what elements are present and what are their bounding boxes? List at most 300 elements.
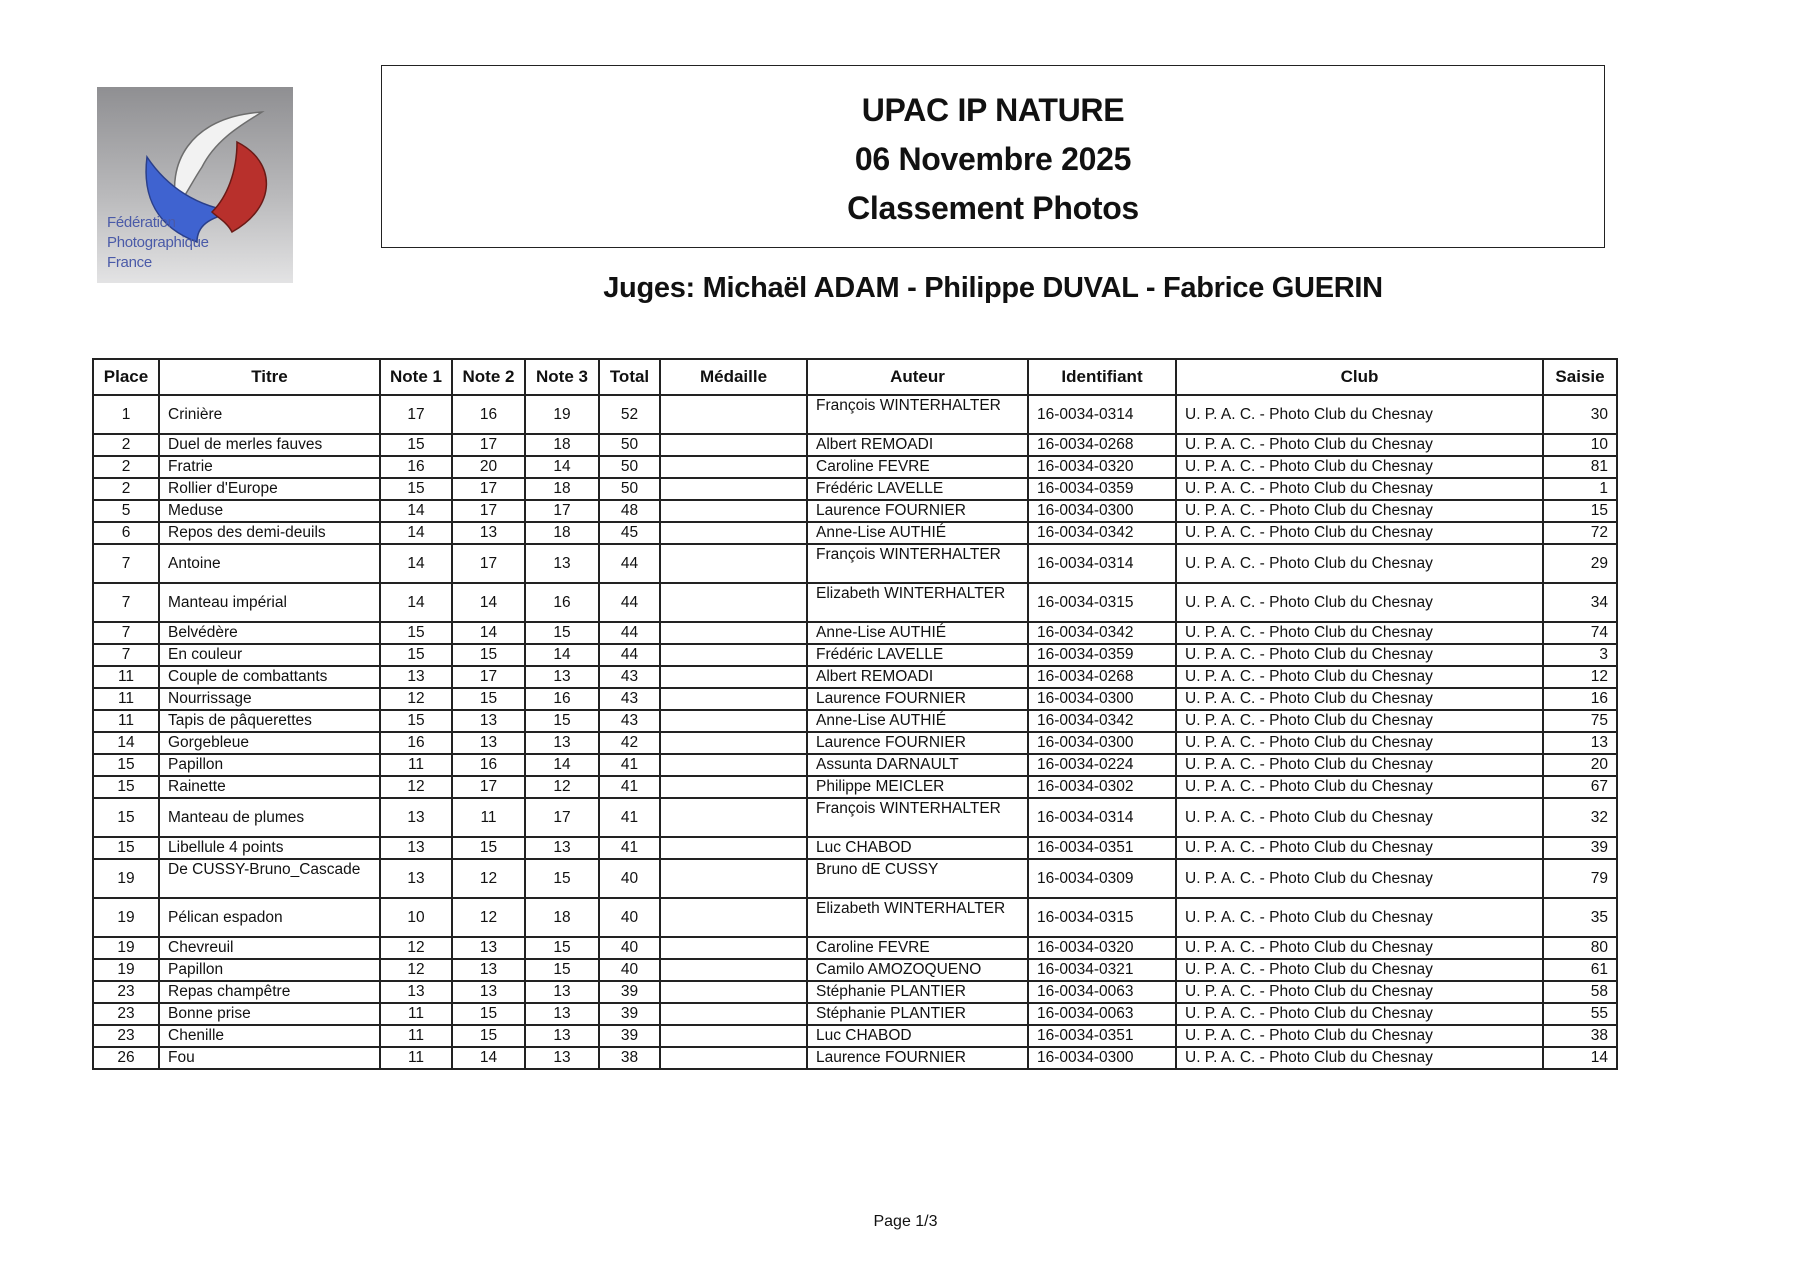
table-body bbox=[93, 395, 1617, 1069]
cell-note2: 12 bbox=[452, 898, 525, 937]
cell-identifiant: 16-0034-0314 bbox=[1028, 798, 1176, 837]
cell-club: U. P. A. C. - Photo Club du Chesnay bbox=[1176, 754, 1543, 776]
cell-medaille bbox=[660, 644, 807, 666]
cell-place: 2 bbox=[93, 456, 159, 478]
cell-note2: 16 bbox=[452, 754, 525, 776]
cell-note1: 14 bbox=[380, 522, 452, 544]
cell-note2: 13 bbox=[452, 732, 525, 754]
cell-total: 43 bbox=[599, 688, 660, 710]
cell-saisie: 38 bbox=[1543, 1025, 1617, 1047]
table-row bbox=[93, 500, 1617, 522]
cell-note3: 18 bbox=[525, 478, 599, 500]
cell-identifiant: 16-0034-0351 bbox=[1028, 837, 1176, 859]
cell-note2: 15 bbox=[452, 1003, 525, 1025]
cell-note2: 11 bbox=[452, 798, 525, 837]
cell-identifiant: 16-0034-0309 bbox=[1028, 859, 1176, 898]
page-number: Page 1/3 bbox=[873, 1213, 938, 1230]
cell-medaille bbox=[660, 500, 807, 522]
cell-titre: Fratrie bbox=[159, 456, 380, 478]
table-row bbox=[93, 544, 1617, 583]
cell-auteur: Laurence FOURNIER bbox=[807, 1047, 1028, 1069]
cell-place: 19 bbox=[93, 898, 159, 937]
cell-place: 23 bbox=[93, 1025, 159, 1047]
col-header-note3: Note 3 bbox=[525, 359, 599, 395]
cell-place: 7 bbox=[93, 622, 159, 644]
cell-total: 44 bbox=[599, 583, 660, 622]
cell-note1: 13 bbox=[380, 666, 452, 688]
cell-note2: 13 bbox=[452, 959, 525, 981]
col-header-place: Place bbox=[93, 359, 159, 395]
cell-saisie: 3 bbox=[1543, 644, 1617, 666]
cell-place: 11 bbox=[93, 666, 159, 688]
table-row bbox=[93, 981, 1617, 1003]
cell-note2: 15 bbox=[452, 1025, 525, 1047]
cell-note3: 13 bbox=[525, 1025, 599, 1047]
cell-saisie: 80 bbox=[1543, 937, 1617, 959]
cell-note1: 15 bbox=[380, 710, 452, 732]
cell-medaille bbox=[660, 544, 807, 583]
cell-note2: 13 bbox=[452, 710, 525, 732]
cell-titre: Chevreuil bbox=[159, 937, 380, 959]
cell-club: U. P. A. C. - Photo Club du Chesnay bbox=[1176, 583, 1543, 622]
cell-auteur: Laurence FOURNIER bbox=[807, 732, 1028, 754]
cell-note2: 14 bbox=[452, 1047, 525, 1069]
table-row bbox=[93, 798, 1617, 837]
cell-total: 50 bbox=[599, 434, 660, 456]
cell-note2: 15 bbox=[452, 644, 525, 666]
cell-note1: 12 bbox=[380, 776, 452, 798]
cell-note3: 13 bbox=[525, 837, 599, 859]
cell-place: 11 bbox=[93, 710, 159, 732]
cell-identifiant: 16-0034-0359 bbox=[1028, 644, 1176, 666]
cell-club: U. P. A. C. - Photo Club du Chesnay bbox=[1176, 837, 1543, 859]
cell-identifiant: 16-0034-0300 bbox=[1028, 1047, 1176, 1069]
cell-medaille bbox=[660, 837, 807, 859]
cell-medaille bbox=[660, 959, 807, 981]
table-row bbox=[93, 859, 1617, 898]
cell-saisie: 20 bbox=[1543, 754, 1617, 776]
cell-note1: 11 bbox=[380, 1047, 452, 1069]
cell-club: U. P. A. C. - Photo Club du Chesnay bbox=[1176, 898, 1543, 937]
cell-note1: 17 bbox=[380, 395, 452, 434]
cell-auteur: François WINTERHALTER bbox=[807, 798, 1028, 837]
cell-identifiant: 16-0034-0351 bbox=[1028, 1025, 1176, 1047]
cell-note3: 15 bbox=[525, 959, 599, 981]
cell-total: 39 bbox=[599, 981, 660, 1003]
cell-medaille bbox=[660, 776, 807, 798]
cell-auteur: Albert REMOADI bbox=[807, 666, 1028, 688]
table-row bbox=[93, 666, 1617, 688]
cell-medaille bbox=[660, 937, 807, 959]
cell-total: 38 bbox=[599, 1047, 660, 1069]
col-header-note2: Note 2 bbox=[452, 359, 525, 395]
cell-auteur: François WINTERHALTER bbox=[807, 544, 1028, 583]
cell-identifiant: 16-0034-0315 bbox=[1028, 898, 1176, 937]
cell-note3: 16 bbox=[525, 583, 599, 622]
cell-auteur: Albert REMOADI bbox=[807, 434, 1028, 456]
cell-auteur: Stéphanie PLANTIER bbox=[807, 981, 1028, 1003]
cell-note3: 18 bbox=[525, 898, 599, 937]
cell-saisie: 12 bbox=[1543, 666, 1617, 688]
cell-auteur: Anne-Lise AUTHIÉ bbox=[807, 622, 1028, 644]
cell-note3: 18 bbox=[525, 522, 599, 544]
table-row bbox=[93, 710, 1617, 732]
table-row bbox=[93, 732, 1617, 754]
cell-total: 44 bbox=[599, 544, 660, 583]
cell-medaille bbox=[660, 732, 807, 754]
event-date: 06 Novembre 2025 bbox=[854, 141, 1132, 177]
col-header-club: Club bbox=[1176, 359, 1543, 395]
cell-club: U. P. A. C. - Photo Club du Chesnay bbox=[1176, 1003, 1543, 1025]
cell-saisie: 29 bbox=[1543, 544, 1617, 583]
cell-identifiant: 16-0034-0314 bbox=[1028, 395, 1176, 434]
cell-place: 14 bbox=[93, 732, 159, 754]
cell-note2: 13 bbox=[452, 981, 525, 1003]
cell-medaille bbox=[660, 478, 807, 500]
cell-note2: 17 bbox=[452, 544, 525, 583]
cell-titre: Gorgebleue bbox=[159, 732, 380, 754]
cell-titre: Repos des demi-deuils bbox=[159, 522, 380, 544]
cell-titre: Nourrissage bbox=[159, 688, 380, 710]
cell-saisie: 1 bbox=[1543, 478, 1617, 500]
cell-saisie: 14 bbox=[1543, 1047, 1617, 1069]
cell-note1: 13 bbox=[380, 859, 452, 898]
cell-place: 11 bbox=[93, 688, 159, 710]
cell-total: 40 bbox=[599, 859, 660, 898]
cell-identifiant: 16-0034-0320 bbox=[1028, 456, 1176, 478]
col-header-identifiant: Identifiant bbox=[1028, 359, 1176, 395]
cell-club: U. P. A. C. - Photo Club du Chesnay bbox=[1176, 1047, 1543, 1069]
judges-line: Juges: Michaël ADAM - Philippe DUVAL - Fabrice GUERIN bbox=[603, 272, 1383, 304]
cell-note3: 14 bbox=[525, 754, 599, 776]
cell-place: 5 bbox=[93, 500, 159, 522]
cell-note2: 14 bbox=[452, 622, 525, 644]
cell-note1: 12 bbox=[380, 688, 452, 710]
cell-titre: Rollier d'Europe bbox=[159, 478, 380, 500]
table-row bbox=[93, 1025, 1617, 1047]
cell-club: U. P. A. C. - Photo Club du Chesnay bbox=[1176, 776, 1543, 798]
cell-saisie: 15 bbox=[1543, 500, 1617, 522]
cell-saisie: 32 bbox=[1543, 798, 1617, 837]
cell-identifiant: 16-0034-0321 bbox=[1028, 959, 1176, 981]
table-row bbox=[93, 478, 1617, 500]
cell-club: U. P. A. C. - Photo Club du Chesnay bbox=[1176, 478, 1543, 500]
cell-auteur: Stéphanie PLANTIER bbox=[807, 1003, 1028, 1025]
cell-medaille bbox=[660, 583, 807, 622]
cell-identifiant: 16-0034-0320 bbox=[1028, 937, 1176, 959]
cell-place: 19 bbox=[93, 859, 159, 898]
cell-note3: 13 bbox=[525, 981, 599, 1003]
cell-club: U. P. A. C. - Photo Club du Chesnay bbox=[1176, 688, 1543, 710]
cell-note3: 15 bbox=[525, 859, 599, 898]
cell-club: U. P. A. C. - Photo Club du Chesnay bbox=[1176, 937, 1543, 959]
cell-medaille bbox=[660, 1047, 807, 1069]
cell-club: U. P. A. C. - Photo Club du Chesnay bbox=[1176, 544, 1543, 583]
cell-total: 42 bbox=[599, 732, 660, 754]
cell-titre: Repas champêtre bbox=[159, 981, 380, 1003]
cell-titre: Chenille bbox=[159, 1025, 380, 1047]
cell-note1: 15 bbox=[380, 622, 452, 644]
cell-place: 7 bbox=[93, 644, 159, 666]
cell-medaille bbox=[660, 395, 807, 434]
cell-titre: Meduse bbox=[159, 500, 380, 522]
cell-titre: Couple de combattants bbox=[159, 666, 380, 688]
cell-auteur: Bruno dE CUSSY bbox=[807, 859, 1028, 898]
cell-medaille bbox=[660, 754, 807, 776]
cell-saisie: 58 bbox=[1543, 981, 1617, 1003]
cell-place: 15 bbox=[93, 776, 159, 798]
cell-titre: Papillon bbox=[159, 959, 380, 981]
cell-club: U. P. A. C. - Photo Club du Chesnay bbox=[1176, 395, 1543, 434]
cell-note2: 14 bbox=[452, 583, 525, 622]
cell-saisie: 72 bbox=[1543, 522, 1617, 544]
cell-auteur: François WINTERHALTER bbox=[807, 395, 1028, 434]
cell-note3: 18 bbox=[525, 434, 599, 456]
cell-note2: 13 bbox=[452, 522, 525, 544]
cell-titre: Libellule 4 points bbox=[159, 837, 380, 859]
cell-total: 50 bbox=[599, 456, 660, 478]
cell-note1: 15 bbox=[380, 434, 452, 456]
cell-note2: 17 bbox=[452, 500, 525, 522]
col-header-total: Total bbox=[599, 359, 660, 395]
table-row bbox=[93, 456, 1617, 478]
logo-text-france: France bbox=[107, 254, 152, 271]
cell-total: 39 bbox=[599, 1003, 660, 1025]
cell-identifiant: 16-0034-0300 bbox=[1028, 500, 1176, 522]
cell-place: 26 bbox=[93, 1047, 159, 1069]
cell-medaille bbox=[660, 688, 807, 710]
cell-saisie: 10 bbox=[1543, 434, 1617, 456]
cell-note1: 13 bbox=[380, 981, 452, 1003]
cell-total: 39 bbox=[599, 1025, 660, 1047]
cell-saisie: 79 bbox=[1543, 859, 1617, 898]
table-row bbox=[93, 688, 1617, 710]
cell-identifiant: 16-0034-0314 bbox=[1028, 544, 1176, 583]
cell-saisie: 16 bbox=[1543, 688, 1617, 710]
cell-titre: Bonne prise bbox=[159, 1003, 380, 1025]
cell-note3: 14 bbox=[525, 456, 599, 478]
cell-identifiant: 16-0034-0342 bbox=[1028, 622, 1176, 644]
table-row bbox=[93, 644, 1617, 666]
results-table bbox=[92, 358, 1618, 1070]
table-row bbox=[93, 776, 1617, 798]
cell-total: 41 bbox=[599, 798, 660, 837]
fpf-logo bbox=[97, 87, 293, 283]
table-row bbox=[93, 837, 1617, 859]
cell-note3: 13 bbox=[525, 732, 599, 754]
cell-note3: 17 bbox=[525, 500, 599, 522]
cell-total: 40 bbox=[599, 937, 660, 959]
cell-note3: 17 bbox=[525, 798, 599, 837]
cell-titre: Pélican espadon bbox=[159, 898, 380, 937]
cell-place: 15 bbox=[93, 798, 159, 837]
cell-note1: 10 bbox=[380, 898, 452, 937]
cell-identifiant: 16-0034-0268 bbox=[1028, 666, 1176, 688]
cell-medaille bbox=[660, 798, 807, 837]
table-row bbox=[93, 522, 1617, 544]
cell-note3: 14 bbox=[525, 644, 599, 666]
cell-place: 6 bbox=[93, 522, 159, 544]
cell-note3: 19 bbox=[525, 395, 599, 434]
cell-club: U. P. A. C. - Photo Club du Chesnay bbox=[1176, 644, 1543, 666]
col-header-titre: Titre bbox=[159, 359, 380, 395]
col-header-auteur: Auteur bbox=[807, 359, 1028, 395]
cell-note1: 14 bbox=[380, 500, 452, 522]
cell-note1: 11 bbox=[380, 1025, 452, 1047]
cell-place: 2 bbox=[93, 434, 159, 456]
cell-place: 15 bbox=[93, 837, 159, 859]
logo-red-blade bbox=[212, 142, 266, 232]
cell-auteur: Elizabeth WINTERHALTER bbox=[807, 898, 1028, 937]
cell-note3: 13 bbox=[525, 544, 599, 583]
cell-note2: 17 bbox=[452, 666, 525, 688]
cell-club: U. P. A. C. - Photo Club du Chesnay bbox=[1176, 1025, 1543, 1047]
cell-auteur: Philippe MEICLER bbox=[807, 776, 1028, 798]
cell-club: U. P. A. C. - Photo Club du Chesnay bbox=[1176, 434, 1543, 456]
cell-medaille bbox=[660, 622, 807, 644]
cell-club: U. P. A. C. - Photo Club du Chesnay bbox=[1176, 732, 1543, 754]
cell-note2: 17 bbox=[452, 434, 525, 456]
cell-auteur: Elizabeth WINTERHALTER bbox=[807, 583, 1028, 622]
col-header-medaille: Médaille bbox=[660, 359, 807, 395]
cell-identifiant: 16-0034-0063 bbox=[1028, 981, 1176, 1003]
cell-auteur: Camilo AMOZOQUENO bbox=[807, 959, 1028, 981]
table-header-row bbox=[93, 359, 1617, 395]
cell-titre: En couleur bbox=[159, 644, 380, 666]
cell-note3: 16 bbox=[525, 688, 599, 710]
cell-club: U. P. A. C. - Photo Club du Chesnay bbox=[1176, 859, 1543, 898]
cell-club: U. P. A. C. - Photo Club du Chesnay bbox=[1176, 798, 1543, 837]
cell-titre: Belvédère bbox=[159, 622, 380, 644]
cell-note2: 17 bbox=[452, 776, 525, 798]
cell-total: 48 bbox=[599, 500, 660, 522]
cell-note1: 11 bbox=[380, 754, 452, 776]
cell-identifiant: 16-0034-0268 bbox=[1028, 434, 1176, 456]
cell-auteur: Laurence FOURNIER bbox=[807, 500, 1028, 522]
cell-note1: 11 bbox=[380, 1003, 452, 1025]
cell-identifiant: 16-0034-0300 bbox=[1028, 688, 1176, 710]
cell-auteur: Luc CHABOD bbox=[807, 1025, 1028, 1047]
cell-saisie: 13 bbox=[1543, 732, 1617, 754]
table-row bbox=[93, 622, 1617, 644]
title-box bbox=[381, 65, 1605, 248]
cell-saisie: 81 bbox=[1543, 456, 1617, 478]
cell-titre: Manteau impérial bbox=[159, 583, 380, 622]
cell-titre: Duel de merles fauves bbox=[159, 434, 380, 456]
cell-note2: 17 bbox=[452, 478, 525, 500]
cell-saisie: 67 bbox=[1543, 776, 1617, 798]
cell-club: U. P. A. C. - Photo Club du Chesnay bbox=[1176, 622, 1543, 644]
cell-saisie: 75 bbox=[1543, 710, 1617, 732]
cell-place: 19 bbox=[93, 937, 159, 959]
col-header-note1: Note 1 bbox=[380, 359, 452, 395]
cell-note1: 13 bbox=[380, 837, 452, 859]
cell-total: 41 bbox=[599, 754, 660, 776]
table-row bbox=[93, 937, 1617, 959]
cell-identifiant: 16-0034-0342 bbox=[1028, 522, 1176, 544]
document-title: Classement Photos bbox=[847, 190, 1139, 226]
cell-identifiant: 16-0034-0342 bbox=[1028, 710, 1176, 732]
cell-total: 41 bbox=[599, 837, 660, 859]
cell-titre: Rainette bbox=[159, 776, 380, 798]
cell-medaille bbox=[660, 710, 807, 732]
cell-identifiant: 16-0034-0359 bbox=[1028, 478, 1176, 500]
table-row bbox=[93, 754, 1617, 776]
cell-note3: 13 bbox=[525, 1003, 599, 1025]
cell-medaille bbox=[660, 456, 807, 478]
cell-note2: 13 bbox=[452, 937, 525, 959]
cell-note2: 15 bbox=[452, 837, 525, 859]
cell-medaille bbox=[660, 522, 807, 544]
cell-medaille bbox=[660, 898, 807, 937]
cell-place: 2 bbox=[93, 478, 159, 500]
cell-auteur: Laurence FOURNIER bbox=[807, 688, 1028, 710]
col-header-saisie: Saisie bbox=[1543, 359, 1617, 395]
cell-place: 7 bbox=[93, 544, 159, 583]
cell-identifiant: 16-0034-0302 bbox=[1028, 776, 1176, 798]
cell-club: U. P. A. C. - Photo Club du Chesnay bbox=[1176, 981, 1543, 1003]
cell-total: 50 bbox=[599, 478, 660, 500]
event-title: UPAC IP NATURE bbox=[861, 92, 1125, 128]
cell-auteur: Anne-Lise AUTHIÉ bbox=[807, 522, 1028, 544]
cell-total: 40 bbox=[599, 898, 660, 937]
cell-titre: Manteau de plumes bbox=[159, 798, 380, 837]
cell-titre: De CUSSY-Bruno_Cascade bbox=[159, 859, 380, 898]
table-row bbox=[93, 898, 1617, 937]
cell-place: 7 bbox=[93, 583, 159, 622]
cell-saisie: 55 bbox=[1543, 1003, 1617, 1025]
cell-note1: 16 bbox=[380, 732, 452, 754]
cell-note2: 15 bbox=[452, 688, 525, 710]
logo-text-federation: Fédération bbox=[107, 214, 176, 231]
cell-saisie: 34 bbox=[1543, 583, 1617, 622]
cell-identifiant: 16-0034-0315 bbox=[1028, 583, 1176, 622]
cell-total: 44 bbox=[599, 622, 660, 644]
cell-medaille bbox=[660, 666, 807, 688]
cell-club: U. P. A. C. - Photo Club du Chesnay bbox=[1176, 666, 1543, 688]
cell-saisie: 61 bbox=[1543, 959, 1617, 981]
table-row bbox=[93, 434, 1617, 456]
cell-titre: Antoine bbox=[159, 544, 380, 583]
cell-medaille bbox=[660, 981, 807, 1003]
cell-note2: 12 bbox=[452, 859, 525, 898]
cell-note1: 12 bbox=[380, 937, 452, 959]
cell-place: 15 bbox=[93, 754, 159, 776]
table-row bbox=[93, 583, 1617, 622]
cell-saisie: 30 bbox=[1543, 395, 1617, 434]
table-row bbox=[93, 1047, 1617, 1069]
cell-club: U. P. A. C. - Photo Club du Chesnay bbox=[1176, 959, 1543, 981]
cell-total: 45 bbox=[599, 522, 660, 544]
cell-total: 41 bbox=[599, 776, 660, 798]
cell-auteur: Caroline FEVRE bbox=[807, 937, 1028, 959]
cell-note3: 13 bbox=[525, 666, 599, 688]
cell-auteur: Frédéric LAVELLE bbox=[807, 644, 1028, 666]
cell-note1: 15 bbox=[380, 644, 452, 666]
cell-titre: Fou bbox=[159, 1047, 380, 1069]
cell-note1: 12 bbox=[380, 959, 452, 981]
cell-auteur: Frédéric LAVELLE bbox=[807, 478, 1028, 500]
cell-total: 40 bbox=[599, 959, 660, 981]
cell-saisie: 35 bbox=[1543, 898, 1617, 937]
cell-place: 23 bbox=[93, 981, 159, 1003]
cell-titre: Papillon bbox=[159, 754, 380, 776]
cell-note2: 20 bbox=[452, 456, 525, 478]
cell-total: 52 bbox=[599, 395, 660, 434]
cell-saisie: 74 bbox=[1543, 622, 1617, 644]
cell-note3: 12 bbox=[525, 776, 599, 798]
cell-place: 23 bbox=[93, 1003, 159, 1025]
